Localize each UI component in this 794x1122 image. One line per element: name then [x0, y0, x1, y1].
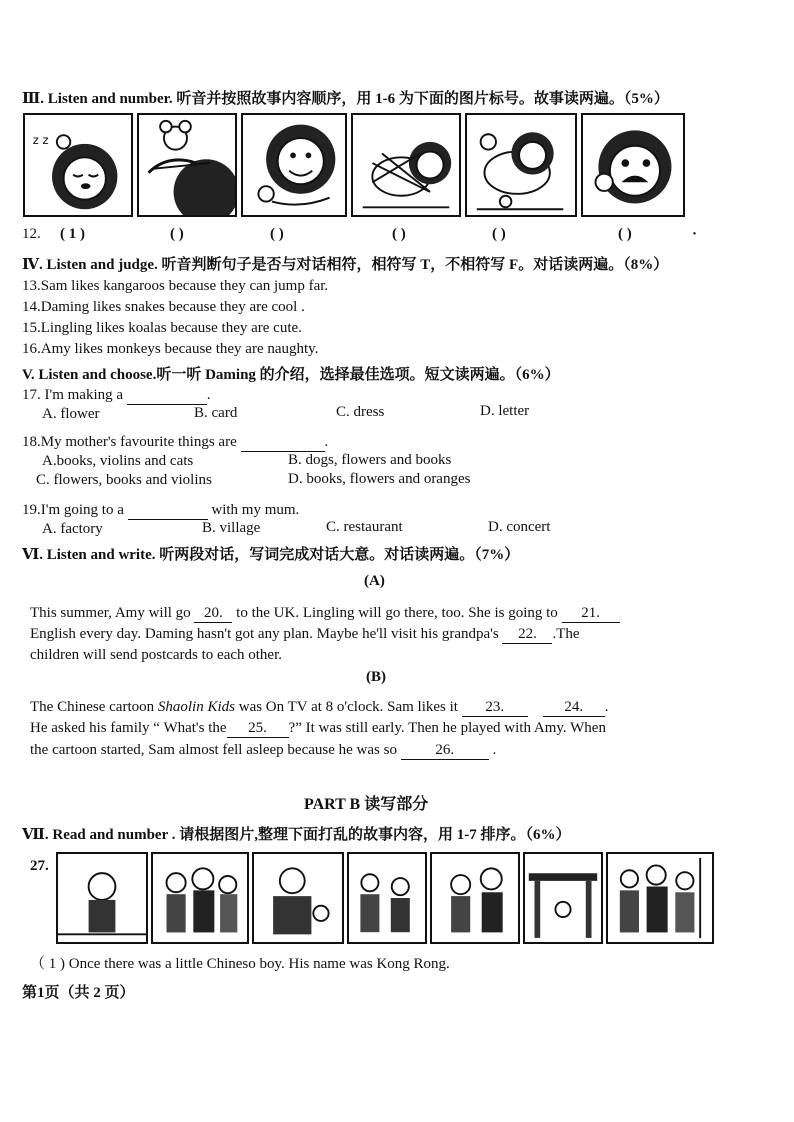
q19-stem [22, 501, 299, 520]
q18-option-d[interactable]: D. books, flowers and oranges [288, 471, 471, 487]
cartoon-title: Shaolin Kids [157, 699, 235, 715]
a2-end-text: .The [552, 626, 580, 642]
picture-lion-and-mouse-friends [581, 113, 685, 217]
family-group-drawing [153, 854, 247, 942]
q17-option-c[interactable]: C. dress [336, 404, 385, 420]
children-choosing-drawing [349, 854, 425, 942]
svg-text:z z: z z [32, 132, 49, 147]
picture-lion-in-net [351, 113, 461, 217]
q19-blank[interactable] [128, 501, 208, 520]
dialogue-b-line-2 [30, 719, 606, 738]
q18-option-b[interactable]: B. dogs, flowers and books [288, 452, 452, 468]
q18-end: . [324, 434, 329, 450]
story-picture-1 [56, 852, 148, 944]
father-with-pears-drawing [254, 854, 342, 942]
q18-stem-text: 18.My mother's favourite things are [22, 434, 237, 450]
dialogue-b-line-3 [30, 741, 496, 760]
blank-22[interactable]: 22. [502, 625, 552, 644]
q14-statement: 14.Daming likes snakes because they are cool . [22, 299, 305, 315]
story-picture-3 [252, 852, 344, 944]
story-picture-7 [606, 852, 714, 944]
dialogue-a-label: (A) [364, 573, 385, 589]
family-praises-boy-drawing [608, 854, 712, 942]
mouse-on-lion-drawing [139, 115, 235, 215]
b2-text: He asked his family “ What's the [30, 720, 227, 736]
q17-option-a[interactable]: A. flower [42, 406, 100, 422]
lion-in-net-drawing [353, 115, 459, 215]
q19-option-c[interactable]: C. restaurant [326, 519, 403, 535]
section-5-title: V. Listen and choose.听一听 Daming 的介绍，选择最佳选项。短文读两遍。（6%） [22, 367, 560, 383]
q12-blank-5[interactable]: ( ) [492, 226, 506, 242]
q17-option-b[interactable]: B. card [194, 405, 238, 421]
b1-text: The Chinese cartoon [30, 699, 155, 715]
b1-mid-text: was On TV at 8 o'clock. Sam likes it [238, 699, 458, 715]
blank-23[interactable]: 23. [462, 698, 528, 717]
lion-and-mouse-friends-drawing [583, 115, 683, 215]
q17-stem [22, 386, 211, 405]
q27-number: 27. [30, 858, 49, 874]
q18-option-a[interactable]: A.books, violins and cats [42, 453, 194, 469]
section-3-title: Ⅲ. Listen and number. 听音并按照故事内容顺序，用 1-6 为下面的图片标号。故事读两遍。（5%） [22, 91, 669, 107]
q12-dot: · [692, 226, 698, 242]
dialogue-a-line-3: children will send postcards to each other. [30, 647, 283, 663]
section-6-title: Ⅵ. Listen and write. 听两段对话，写词完成对话大意。对话读两遍。（7%） [22, 547, 520, 563]
house-gate-drawing [525, 854, 601, 942]
section-3-pictures [23, 113, 685, 217]
q12-blank-6[interactable]: ( ) [618, 226, 632, 242]
section-4-title: Ⅳ. Listen and judge. 听音判断句子是否与对话相符，相符写 T，不相符写 F。对话读两遍。（8%） [22, 257, 669, 273]
page-footer: 第1页（共 2 页） [22, 985, 135, 1001]
q18-blank[interactable] [241, 433, 325, 452]
picture-mouse-frees-lion [465, 113, 577, 217]
blank-26[interactable]: 26. [401, 741, 489, 760]
q19-option-a[interactable]: A. factory [42, 521, 103, 537]
q19-stem-text: 19.I'm going to a [22, 502, 124, 518]
part-b-title: PART B 读写部分 [304, 796, 429, 813]
lion-catches-mouse-drawing [243, 115, 345, 215]
story-first-sentence: （ 1 ) Once there was a little Chineso boy. His name was Kong Rong. [30, 956, 450, 972]
blank-24[interactable]: 24. [543, 698, 605, 717]
picture-lion-catches-mouse [241, 113, 347, 217]
blank-21[interactable]: 21. [562, 604, 620, 623]
q19-option-d[interactable]: D. concert [488, 519, 551, 535]
q12-number: 12. [22, 226, 41, 242]
q12-blank-3[interactable]: ( ) [270, 226, 284, 242]
story-picture-5 [430, 852, 520, 944]
a2-text: English every day. Daming hasn't got any plan. Maybe he'll visit his grandpa's [30, 626, 499, 642]
q17-end: . [206, 387, 211, 403]
b3-text: the cartoon started, Sam almost fell asleep because he was so [30, 742, 397, 758]
q17-option-d[interactable]: D. letter [480, 403, 530, 419]
q12-blank-1[interactable]: ( 1 ) [60, 226, 85, 242]
blank-25[interactable]: 25. [227, 719, 289, 738]
a1-mid-text: to the UK. Lingling will go there, too. She is going to [236, 605, 558, 621]
section-7-title: Ⅶ. Read and number . 请根据图片,整理下面打乱的故事内容，用 1-7 排序。（6%） [22, 827, 571, 843]
dialogue-a-line-2 [30, 625, 580, 644]
q12-blank-2[interactable]: ( ) [170, 226, 184, 242]
b3-end-text: . [492, 742, 497, 758]
q17-blank[interactable] [127, 386, 207, 405]
mouse-frees-lion-drawing [467, 115, 575, 215]
q16-statement: 16.Amy likes monkeys because they are naughty. [22, 341, 319, 357]
q15-statement: 15.Lingling likes koalas because they are cute. [22, 320, 302, 336]
picture-sleeping-lion [23, 113, 133, 217]
dialogue-b-label: (B) [366, 669, 386, 685]
picture-mouse-on-lion [137, 113, 237, 217]
story-picture-6 [523, 852, 603, 944]
dialogue-b-line-1 [30, 698, 608, 717]
b1-end-text: . [604, 699, 609, 715]
a1-text: This summer, Amy will go [30, 605, 191, 621]
q12-blank-4[interactable]: ( ) [392, 226, 406, 242]
kong-rong-boy-drawing [58, 854, 146, 942]
q17-stem-text: 17. I'm making a [22, 387, 124, 403]
q13-statement: 13.Sam likes kangaroos because they can jump far. [22, 278, 329, 294]
q18-stem [22, 433, 328, 452]
story-picture-4 [347, 852, 427, 944]
sleeping-lion-drawing [25, 115, 131, 215]
blank-20[interactable]: 20. [194, 604, 232, 623]
section-7-pictures [56, 852, 714, 944]
q19-option-b[interactable]: B. village [202, 520, 261, 536]
q19-tail: with my mum. [211, 502, 300, 518]
dialogue-a-line-1 [30, 604, 620, 623]
boy-gives-pear-drawing [432, 854, 518, 942]
story-picture-2 [151, 852, 249, 944]
b2-mid-text: ?” It was still early. Then he played with Amy. When [288, 720, 606, 736]
q18-option-c[interactable]: C. flowers, books and violins [36, 472, 212, 488]
